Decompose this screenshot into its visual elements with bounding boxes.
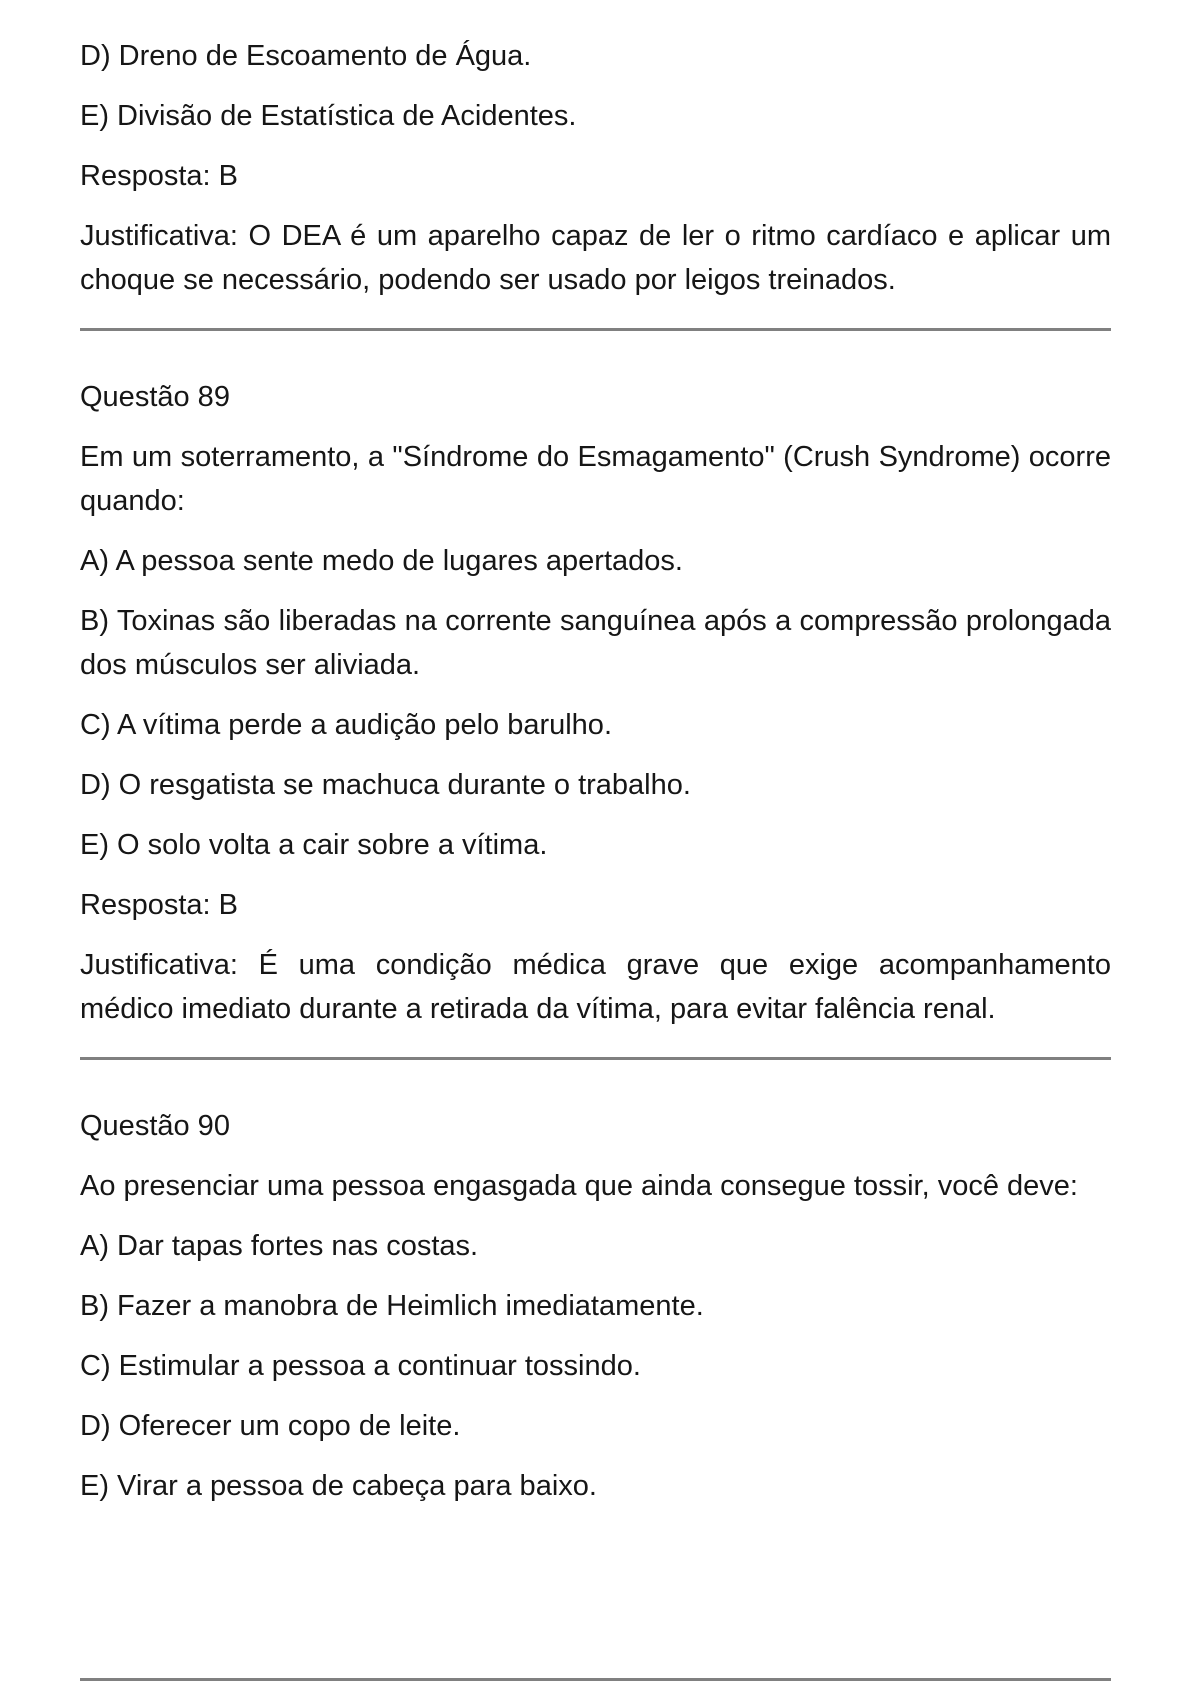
question-90-option-d: D) Oferecer um copo de leite. [80, 1410, 461, 1442]
section-divider [80, 328, 1111, 331]
question-89-option-d: D) O resgatista se machuca durante o trabalho. [80, 769, 691, 801]
question-89-option-a: A) A pessoa sente medo de lugares apertados. [80, 545, 683, 577]
question-89-prompt: Em um soterramento, a "Síndrome do Esmagamento" (Crush Syndrome) ocorre quando: [80, 441, 1111, 517]
question-89-justification: Justificativa: É uma condição médica grave que exige acompanhamento médico imediato durante a retirada da vítima, para evitar falência renal. [80, 949, 1111, 1025]
section-divider [80, 1057, 1111, 1060]
question-89-option-b: B) Toxinas são liberadas na corrente sanguínea após a compressão prolongada dos músculos ser aliviada. [80, 605, 1111, 681]
question-88-answer: Resposta: B [80, 160, 238, 192]
question-90-option-b: B) Fazer a manobra de Heimlich imediatamente. [80, 1290, 704, 1322]
question-90-title: Questão 90 [80, 1110, 230, 1142]
question-89-option-c: C) A vítima perde a audição pelo barulho. [80, 709, 612, 741]
question-89-answer: Resposta: B [80, 889, 238, 921]
question-90-option-c: C) Estimular a pessoa a continuar tossindo. [80, 1350, 641, 1382]
question-90-option-a: A) Dar tapas fortes nas costas. [80, 1230, 479, 1262]
question-88-justification: Justificativa: O DEA é um aparelho capaz de ler o ritmo cardíaco e aplicar um choque se necessário, podendo ser usado por leigos treinados. [80, 220, 1111, 296]
question-89-option-e: E) O solo volta a cair sobre a vítima. [80, 829, 548, 861]
question-88-option-d: D) Dreno de Escoamento de Água. [80, 40, 532, 72]
question-90-prompt: Ao presenciar uma pessoa engasgada que ainda consegue tossir, você deve: [80, 1170, 1078, 1202]
question-90-option-e: E) Virar a pessoa de cabeça para baixo. [80, 1470, 597, 1502]
page-bottom-divider [80, 1678, 1111, 1681]
question-88-option-e: E) Divisão de Estatística de Acidentes. [80, 100, 577, 132]
question-89-title: Questão 89 [80, 381, 230, 413]
